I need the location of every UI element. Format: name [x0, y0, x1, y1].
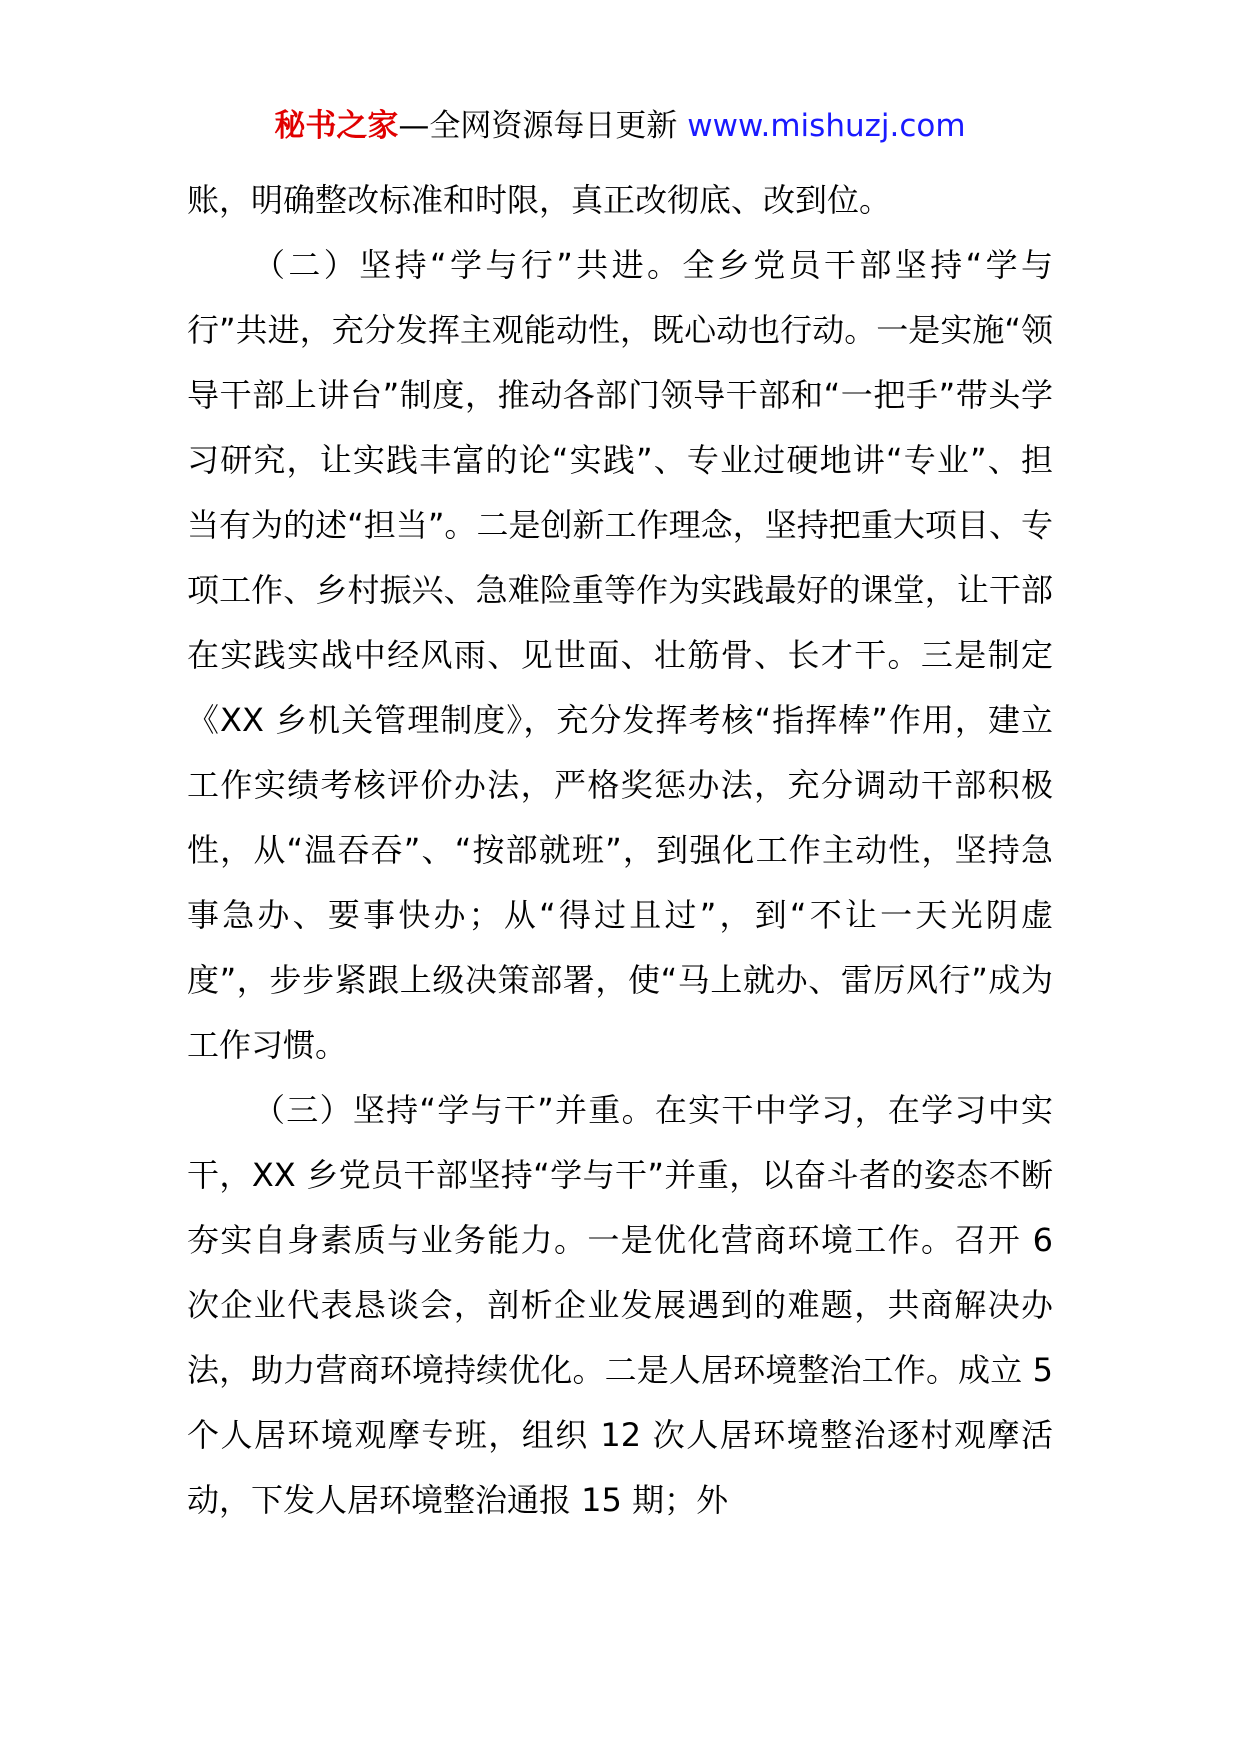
site-tagline: —全网资源每日更新: [398, 108, 678, 144]
site-url-link[interactable]: www.mishuzj.com: [687, 108, 966, 144]
body-paragraph-section-3: （三）坚持“学与干”并重。在实干中学习，在学习中实干，XX 乡党员干部坚持“学与干”并重，以奋斗者的姿态不断夯实自身素质与业务能力。一是优化营商环境工作。召开 6 次企业代表恳谈会，剖析企业发展遇到的难题，共商解决办法，助力营商环境持续优化。二是人居环境整治工作。成立 5 个人居环境观摩专班，组织 12 次人居环境整治逐村观摩活动，下发人居环境整治通报 15 期；外: [187, 1091, 1053, 1519]
site-brand: 秘书之家: [274, 108, 399, 144]
site-header: [0, 104, 1240, 148]
body-paragraph-section-2: （二）坚持“学与行”共进。全乡党员干部坚持“学与行”共进，充分发挥主观能动性，既心动也行动。一是实施“领导干部上讲台”制度，推动各部门领导干部和“一把手”带头学习研究，让实践丰富的论“实践”、专业过硬地讲“专业”、担当有为的述“担当”。二是创新工作理念，坚持把重大项目、专项工作、乡村振兴、急难险重等作为实践最好的课堂，让干部在实践实战中经风雨、见世面、壮筋骨、长才干。三是制定《XX 乡机关管理制度》，充分发挥考核“指挥棒”作用，建立工作实绩考核评价办法，严格奖惩办法，充分调动干部积极性，从“温吞吞”、“按部就班”，到强化工作主动性，坚持急事急办、要事快办；从“得过且过”，到“不让一天光阴虚度”，步步紧跟上级决策部署，使“马上就办、雷厉风行”成为工作习惯。: [187, 246, 1053, 1064]
document-body: [187, 168, 1053, 1533]
body-paragraph-continuation: 账，明确整改标准和时限，真正改彻底、改到位。: [187, 181, 892, 219]
